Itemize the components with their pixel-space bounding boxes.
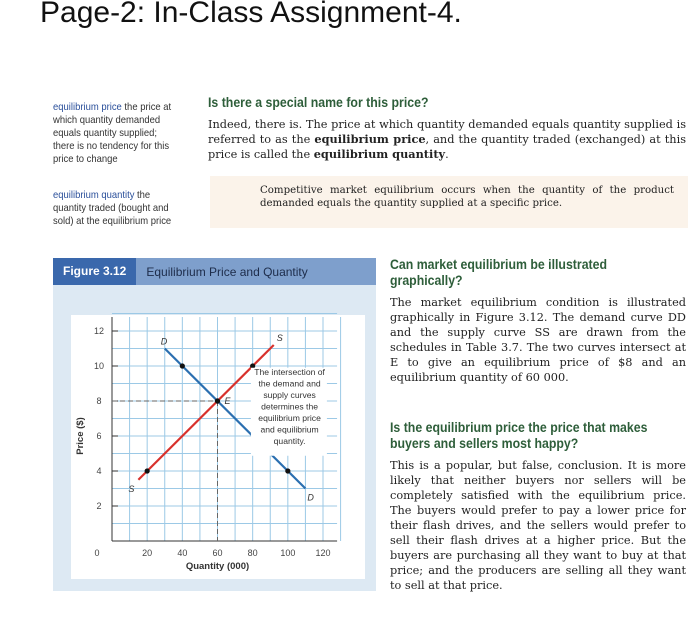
data-point xyxy=(285,468,290,473)
annotation-line: determines the xyxy=(261,401,319,412)
chart xyxy=(53,285,376,591)
supply-start-label: S xyxy=(128,483,135,494)
figure-number: Figure 3.12 xyxy=(53,258,136,285)
supply-end-label: S xyxy=(276,333,283,343)
annotation-line: supply curves xyxy=(263,389,316,400)
y-tick-label: 2 xyxy=(96,501,102,511)
glossary-definition: the price at which quantity demanded equals quantity supplied; there is no tendency for this price to change xyxy=(53,101,172,165)
x-axis-label: Quantity (000) xyxy=(185,561,250,572)
demand-start-label: D xyxy=(160,336,168,347)
glossary-term: equilibrium price xyxy=(53,101,122,113)
x-tick-label: 60 xyxy=(212,548,223,558)
section-heading: Can market equilibrium be illustrated graphically? xyxy=(390,256,608,288)
equilibrium-label: E xyxy=(224,396,231,406)
section-paragraph: This is a popular, but false, conclusion. It is more likely that neither buyers nor sellers will be completely satisfied with the equilibrium price. The buyers would prefer to pay a lower price for their flash drives, and the sellers would prefer to sell their flash drives at a higher price. But the buyers are purchasing all they want to buy at that price; and the producers are selling all they want to sell at that price. xyxy=(390,459,686,592)
y-tick-label: 10 xyxy=(93,361,105,371)
glossary-equilibrium-quantity xyxy=(53,189,179,228)
annotation-line: The intersection of xyxy=(254,366,325,377)
y-tick-label: 12 xyxy=(93,326,105,336)
figure-header xyxy=(53,258,376,285)
x-tick-label: 20 xyxy=(142,548,153,558)
demand-end-label: D xyxy=(307,492,314,503)
annotation-line: equilibrium price xyxy=(258,412,321,423)
section-paragraph: The market equilibrium condition is illustrated graphically in Figure 3.12. The demand curve DD and the supply curve SS are drawn from the schedules in Table 3.7. The two curves intersect at E to give an equilibrium price of $8 and an equilibrium quantity of 60 000. xyxy=(390,296,686,384)
data-point xyxy=(215,398,220,403)
section-heading: Is the equilibrium price the price that makes buyers and sellers most happy? xyxy=(390,419,648,451)
annotation-line: the demand and xyxy=(258,378,321,389)
page-title: Page-2: In-Class Assignment-4. xyxy=(40,0,462,29)
glossary-equilibrium-price xyxy=(53,101,179,166)
figure-title: Equilibrium Price and Quantity xyxy=(146,264,308,279)
x-tick-label: 80 xyxy=(247,548,258,558)
annotation-line: and equilibrium xyxy=(260,424,319,435)
y-axis-label: Price ($) xyxy=(75,417,86,455)
callout-text: Competitive market equilibrium occurs when the quantity of the product demanded equals the quantity supplied at a specific price. xyxy=(260,185,674,209)
data-point xyxy=(145,468,150,473)
x-tick-label: 120 xyxy=(315,548,331,558)
x-tick-label: 100 xyxy=(280,548,296,558)
glossary-definition: the quantity traded (bought and sold) at the equilibrium price xyxy=(53,189,172,227)
section-heading: Is there a special name for this price? xyxy=(208,94,429,110)
y-tick-label: 4 xyxy=(96,466,102,476)
y-tick-label: 8 xyxy=(96,396,102,406)
y-tick-label: 6 xyxy=(96,431,102,441)
annotation-line: quantity. xyxy=(273,435,306,446)
section-paragraph: Indeed, there is. The price at which quantity demanded equals quantity supplied is referred to as the equilibrium price, and the quantity traded (exchanged) at this price is called the equilibrium quantity. xyxy=(208,118,686,161)
x-tick-label: 40 xyxy=(177,548,188,558)
figure xyxy=(53,258,376,591)
glossary-term: equilibrium quantity xyxy=(53,189,135,201)
y-tick-label: 0 xyxy=(94,548,100,558)
data-point xyxy=(180,363,185,368)
callout-box xyxy=(210,176,688,228)
